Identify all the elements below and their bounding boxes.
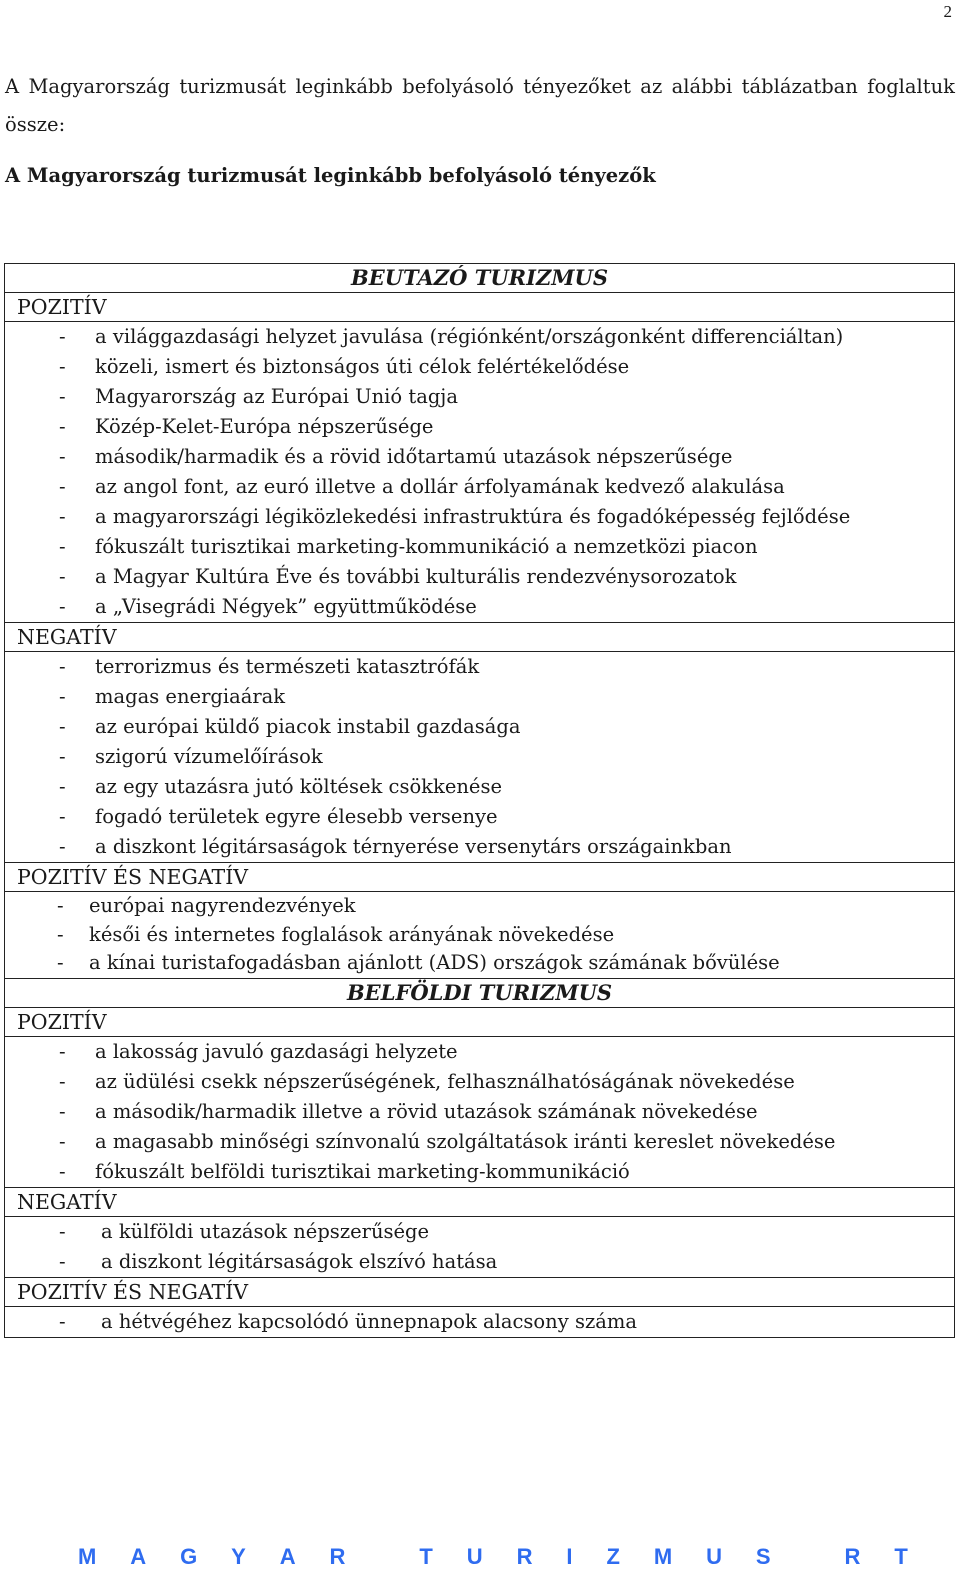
footer-letter: R — [844, 1544, 861, 1569]
list-item-text: a külföldi utazások népszerűsége — [101, 1219, 430, 1243]
list-item — [17, 892, 942, 921]
bullet-dash: - — [59, 685, 66, 708]
bullet-dash: - — [59, 835, 66, 858]
list-item-text: az egy utazásra jutó költések csökkenése — [95, 775, 503, 798]
list-item — [17, 412, 942, 442]
footer-letter: M — [78, 1544, 97, 1569]
list-item-text: fogadó területek egyre élesebb versenye — [95, 805, 498, 828]
footer-letter: S — [755, 1544, 771, 1569]
list-item — [17, 562, 942, 592]
bullet-dash: - — [57, 922, 64, 946]
items-row — [5, 652, 955, 863]
bullet-dash: - — [59, 745, 66, 768]
footer-letter: Z — [606, 1544, 620, 1569]
list-item-text: a hétvégéhez kapcsolódó ünnepnapok alacsony száma — [101, 1309, 637, 1333]
list-item — [17, 1097, 942, 1127]
list-item-text: a kínai turistafogadásban ajánlott (ADS) országok számának bővülése — [89, 951, 780, 974]
list-item — [17, 1307, 942, 1337]
items-cell — [5, 1216, 955, 1277]
footer-letter: U — [466, 1544, 483, 1569]
list-item-text: az európai küldő piacok instabil gazdasága — [95, 715, 521, 738]
items-cell — [5, 892, 955, 979]
list-item-text: a Magyar Kultúra Éve és további kulturális rendezvénysorozatok — [95, 565, 737, 588]
list-item-text: az angol font, az euró illetve a dollár árfolyamának kedvező alakulása — [95, 475, 785, 498]
items-cell — [5, 322, 955, 623]
list-item — [17, 921, 942, 950]
bullet-dash: - — [59, 1129, 66, 1153]
list-item — [17, 949, 942, 978]
list-item — [17, 1127, 942, 1157]
list-item-text: második/harmadik és a rövid időtartamú utazások népszerűsége — [95, 445, 733, 468]
table-caption: A Magyarország turizmusát leginkább befolyásoló tényezők — [5, 164, 656, 187]
list-item — [17, 742, 942, 772]
bullet-dash: - — [57, 894, 64, 917]
category-label: POZITÍV — [5, 1007, 955, 1036]
bullet-dash: - — [59, 1249, 66, 1273]
category-row — [5, 1277, 955, 1306]
bullet-dash: - — [59, 535, 66, 558]
list-item-text: a magasabb minőségi színvonalú szolgáltatások iránti kereslet növekedése — [95, 1129, 836, 1153]
footer-letter: A — [130, 1544, 147, 1569]
bullet-dash: - — [59, 1099, 66, 1123]
list-item-text: a diszkont légitársaságok térnyerése versenytárs országainkban — [95, 835, 732, 858]
bullet-dash: - — [59, 325, 66, 348]
footer-company — [78, 1544, 908, 1570]
section-row — [5, 264, 955, 293]
footer-letter: I — [566, 1544, 573, 1569]
footer-letter: R — [516, 1544, 533, 1569]
list-item-text: fókuszált belföldi turisztikai marketing-kommunikáció — [95, 1159, 630, 1183]
items-row — [5, 1306, 955, 1337]
bullet-dash: - — [57, 951, 64, 974]
bullet-dash: - — [59, 1159, 66, 1183]
bullet-dash: - — [59, 475, 66, 498]
list-item — [17, 802, 942, 832]
items-row — [5, 1036, 955, 1187]
list-item-text: a lakosság javuló gazdasági helyzete — [95, 1039, 458, 1063]
category-label: POZITÍV — [5, 293, 955, 322]
bullet-dash: - — [59, 385, 66, 408]
page-number: 2 — [943, 2, 952, 21]
category-label: NEGATÍV — [5, 1187, 955, 1216]
list-item-text: fókuszált turisztikai marketing-kommunikáció a nemzetközi piacon — [95, 535, 758, 558]
footer-letter: R — [329, 1544, 346, 1569]
bullet-dash: - — [59, 415, 66, 438]
list-item — [17, 322, 942, 352]
list-item-text: a második/harmadik illetve a rövid utazások számának növekedése — [95, 1099, 758, 1123]
footer-letter: Y — [231, 1544, 246, 1569]
list-item — [17, 592, 942, 622]
footer-letter — [804, 1544, 810, 1570]
list-item — [17, 532, 942, 562]
section-title: BEUTAZÓ TURIZMUS — [5, 264, 955, 293]
list-item-text: késői és internetes foglalások arányának növekedése — [89, 922, 615, 946]
list-item — [17, 1157, 942, 1187]
category-row — [5, 293, 955, 322]
section-title: BELFÖLDI TURIZMUS — [5, 978, 955, 1007]
list-item-text: magas energiaárak — [95, 685, 286, 708]
bullet-dash: - — [59, 445, 66, 468]
bullet-dash: - — [59, 655, 66, 678]
category-label: POZITÍV ÉS NEGATÍV — [5, 1277, 955, 1306]
factors-table — [4, 263, 955, 1338]
footer-letter — [379, 1544, 385, 1570]
footer-letter: T — [894, 1544, 908, 1569]
footer-letter: T — [419, 1544, 433, 1569]
bullet-dash: - — [59, 355, 66, 378]
category-label: NEGATÍV — [5, 623, 955, 652]
list-item — [17, 682, 942, 712]
list-item-text: a világgazdasági helyzet javulása (régiónként/országonként differenciáltan) — [95, 325, 844, 348]
footer-letter: A — [279, 1544, 296, 1569]
list-item-text: szigorú vízumelőírások — [95, 745, 323, 768]
footer-letter: U — [706, 1544, 722, 1569]
bullet-dash: - — [59, 565, 66, 588]
category-row — [5, 1007, 955, 1036]
items-cell — [5, 1306, 955, 1337]
list-item — [17, 442, 942, 472]
items-row — [5, 1216, 955, 1277]
list-item-text: az üdülési csekk népszerűségének, felhasználhatóságának növekedése — [95, 1069, 795, 1093]
list-item-text: európai nagyrendezvények — [89, 894, 356, 917]
list-item-text: Magyarország az Európai Unió tagja — [95, 385, 458, 408]
bullet-dash: - — [59, 775, 66, 798]
list-item — [17, 352, 942, 382]
list-item — [17, 472, 942, 502]
list-item — [17, 652, 942, 682]
list-item — [17, 1067, 942, 1097]
list-item-text: a magyarországi légiközlekedési infrastruktúra és fogadóképesség fejlődése — [95, 505, 851, 528]
bullet-dash: - — [59, 505, 66, 528]
intro-paragraph: A Magyarország turizmusát leginkább befolyásoló tényezőket az alábbi táblázatban foglaltuk össze: — [5, 75, 955, 136]
list-item — [17, 772, 942, 802]
category-row — [5, 623, 955, 652]
bullet-dash: - — [59, 1309, 66, 1333]
list-item — [17, 1037, 942, 1067]
items-row — [5, 892, 955, 979]
bullet-dash: - — [59, 1039, 66, 1063]
bullet-dash: - — [59, 1219, 66, 1243]
bullet-dash: - — [59, 805, 66, 828]
footer-letter: M — [653, 1544, 673, 1569]
bullet-dash: - — [59, 1069, 66, 1093]
list-item — [17, 382, 942, 412]
list-item — [17, 1247, 942, 1277]
footer-letter: G — [180, 1544, 198, 1569]
list-item — [17, 1217, 942, 1247]
list-item-text: a diszkont légitársaságok elszívó hatása — [101, 1249, 498, 1273]
items-row — [5, 322, 955, 623]
category-label: POZITÍV ÉS NEGATÍV — [5, 863, 955, 892]
list-item-text: közeli, ismert és biztonságos úti célok felértékelődése — [95, 355, 630, 378]
list-item — [17, 712, 942, 742]
category-row — [5, 863, 955, 892]
category-row — [5, 1187, 955, 1216]
items-cell — [5, 652, 955, 863]
items-cell — [5, 1036, 955, 1187]
list-item-text: a „Visegrádi Négyek” együttműködése — [95, 595, 477, 618]
list-item — [17, 832, 942, 862]
factors-table-body — [5, 264, 955, 1338]
list-item — [17, 502, 942, 532]
list-item-text: Közép-Kelet-Európa népszerűsége — [95, 415, 434, 438]
list-item-text: terrorizmus és természeti katasztrófák — [95, 655, 480, 678]
bullet-dash: - — [59, 595, 66, 618]
bullet-dash: - — [59, 715, 66, 738]
section-row — [5, 978, 955, 1007]
